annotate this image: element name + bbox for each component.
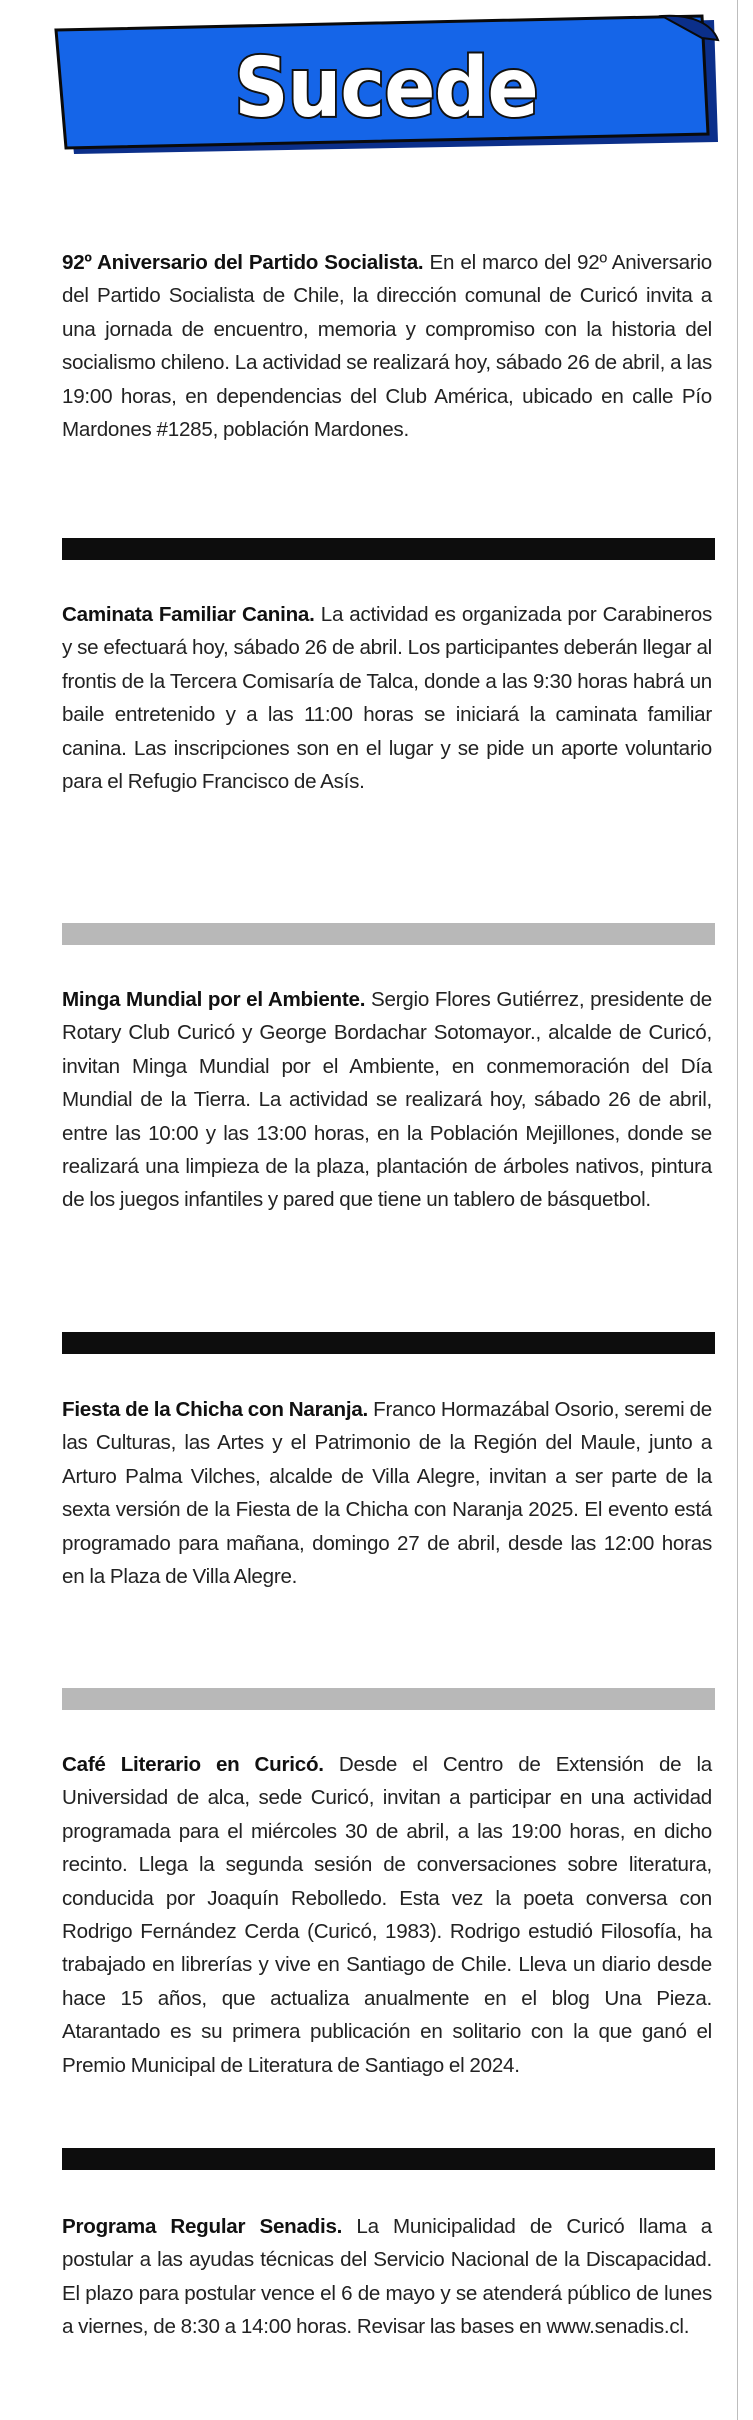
- news-item-cafe-literario: [62, 1748, 712, 2082]
- news-item-senadis: [62, 2210, 712, 2344]
- news-body: En el marco del 92º Aniversario del Partido Socialista de Chile, la dirección comunal de Curicó invita a una jornada de encuentro, memoria y compromiso con la historia del socialismo chileno. La actividad se realizará hoy, sábado 26 de abril, a las 19:00 horas, en dependencias del Club América, ubicado en calle Pío Mardones #1285, población Mardones.: [62, 251, 712, 442]
- news-body: Sergio Flores Gutiérrez, presidente de Rotary Club Curicó y George Bordachar Sotomayor., alcalde de Curicó, invitan Minga Mundial por el Ambiente, en conmemoración del Día Mundial de la Tierra. La actividad se realizará hoy, sábado 26 de abril, entre las 10:00 y las 13:00 horas, en la Población Mejillones, donde se realizará una limpieza de la plaza, plantación de árboles nativos, pintura de los juegos infantiles y pared que tiene un tablero de básquetbol.: [62, 988, 712, 1212]
- section-divider-gray: [62, 1688, 715, 1710]
- news-item-minga: [62, 983, 712, 1217]
- news-item-aniversario: [62, 246, 712, 446]
- section-divider-black: [62, 2148, 715, 2170]
- news-headline: Caminata Familiar Canina.: [62, 603, 321, 626]
- column-rule: [737, 0, 738, 2420]
- news-body: Franco Hormazábal Osorio, seremi de las Culturas, las Artes y el Patrimonio de la Región del Maule, junto a Arturo Palma Vilches, alcalde de Villa Alegre, invitan a ser parte de la sexta versión de la Fiesta de la Chicha con Naranja 2025. El evento está programado para mañana, domingo 27 de abril, desde las 12:00 horas en la Plaza de Villa Alegre.: [62, 1398, 712, 1589]
- news-body: La actividad es organizada por Carabineros y se efectuará hoy, sábado 26 de abril. Los participantes deberán llegar al frontis de la Tercera Comisaría de Talca, donde a las 9:30 horas habrá un baile entretenido y a las 11:00 horas se iniciará la caminata familiar canina. Las inscripciones son en el lugar y se pide un aporte voluntario para el Refugio Francisco de Asís.: [62, 603, 712, 794]
- section-divider-black: [62, 1332, 715, 1354]
- news-body: Desde el Centro de Extensión de la Universidad de alca, sede Curicó, invitan a participar en una actividad programada para el miércoles 30 de abril, a las 19:00 horas, en dicho recinto. Llega la segunda sesión de conversaciones sobre literatura, conducida por Joaquín Rebolledo. Esta vez la poeta conversa con Rodrigo Fernández Cerda (Curicó, 1983). Rodrigo estudió Filosofía, ha trabajado en librerías y vive en Santiago de Chile. Lleva un diario desde hace 15 años, que actualiza anualmente en el blog Una Pieza. Atarantado es su primera publicación en solitario con la que ganó el Premio Municipal de Literatura de Santiago el 2024.: [62, 1753, 712, 2077]
- news-body: La Municipalidad de Curicó llama a postular a las ayudas técnicas del Servicio Nacional de la Discapacidad. El plazo para postular vence el 6 de mayo y se atenderá público de lunes a viernes, de 8:30 a 14:00 horas. Revisar las bases en www.senadis.cl.: [62, 2215, 712, 2339]
- news-headline: 92º Aniversario del Partido Socialista.: [62, 251, 430, 274]
- news-headline: Minga Mundial por el Ambiente.: [62, 988, 371, 1011]
- news-headline: Fiesta de la Chicha con Naranja.: [62, 1398, 374, 1421]
- news-headline: Café Literario en Curicó.: [62, 1753, 339, 1776]
- sucede-banner: [52, 10, 720, 160]
- section-divider-black: [62, 538, 715, 560]
- banner-title: Sucede: [234, 41, 538, 136]
- news-headline: Programa Regular Senadis.: [62, 2215, 357, 2238]
- news-item-chicha: [62, 1393, 712, 1593]
- section-divider-gray: [62, 923, 715, 945]
- news-item-caminata: [62, 598, 712, 798]
